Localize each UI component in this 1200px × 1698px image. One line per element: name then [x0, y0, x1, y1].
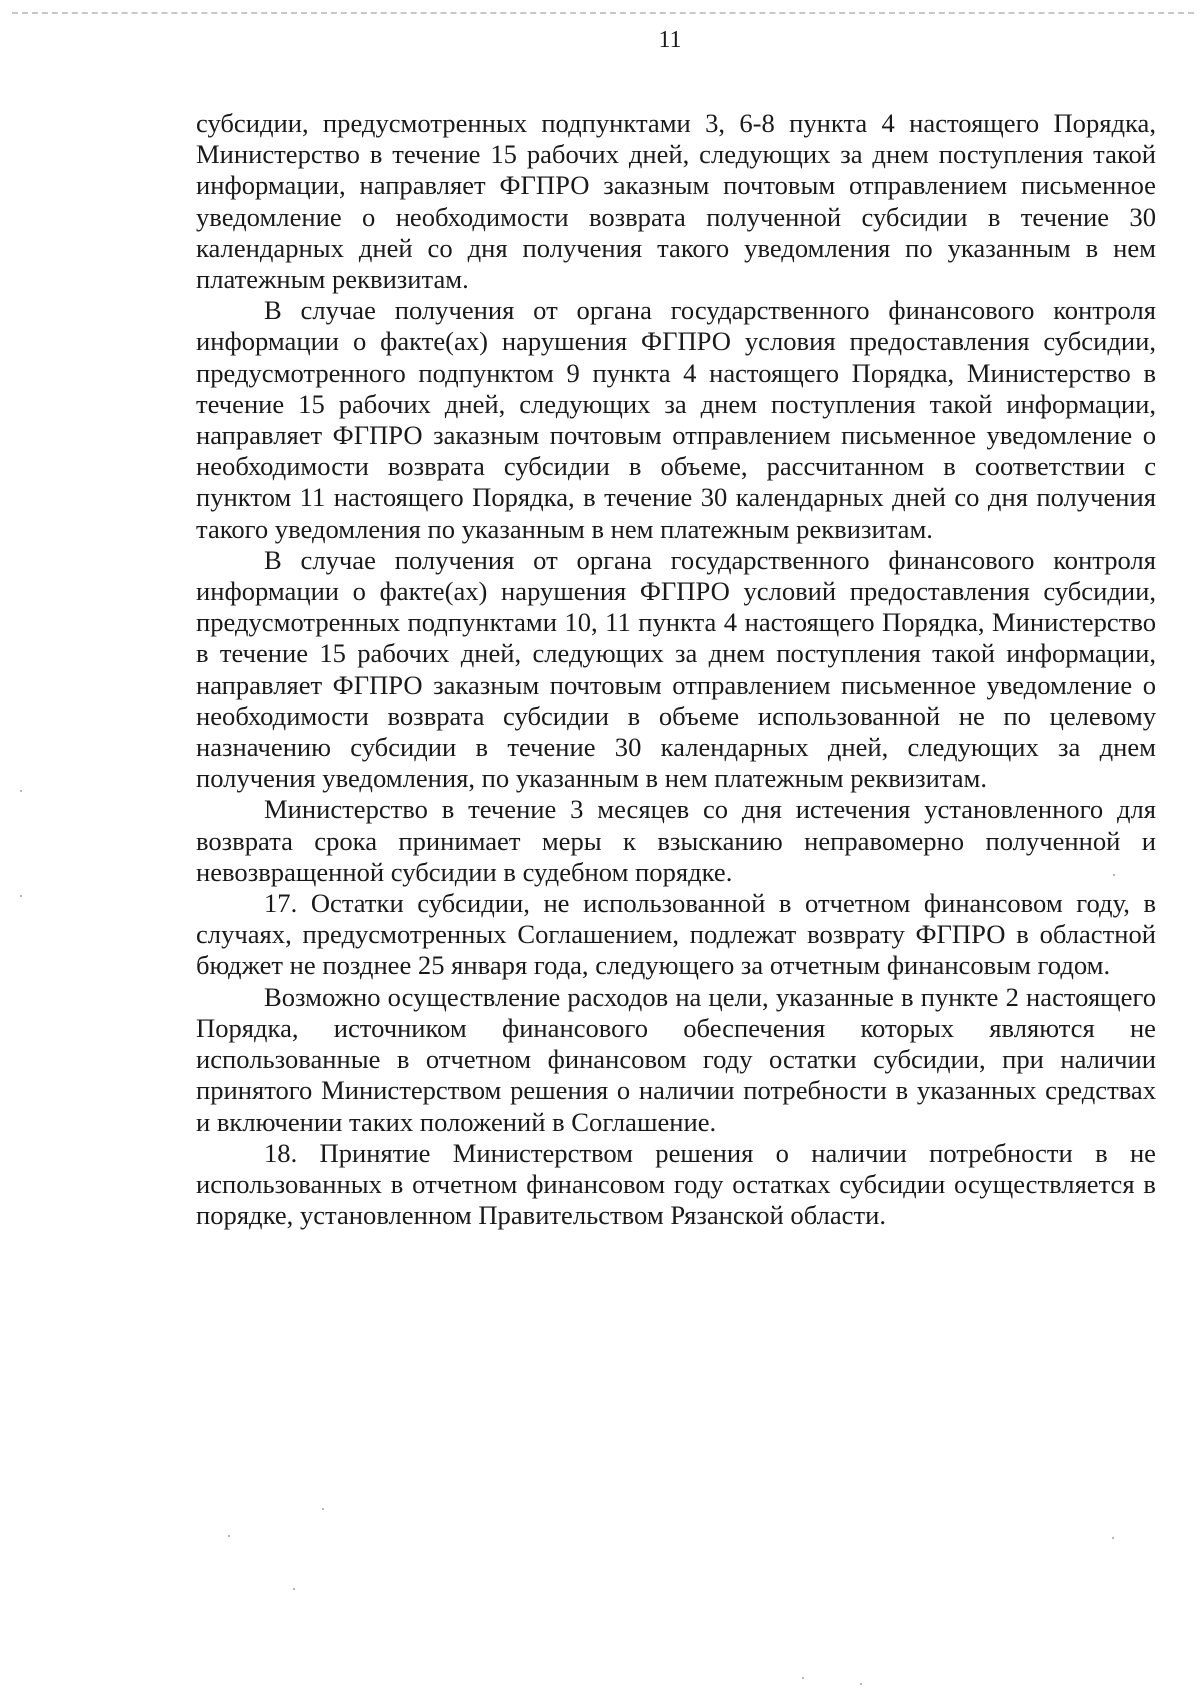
paragraph: В случае получения от органа государственного финансового контроля информации о факте(ах) нарушения ФГПРО условий предоставления субсидии, предусмотренных подпунктами 10, 11 пункта 4 настоящего Порядка, Министерство в течение 15 рабочих дней, следующих за днем поступления такой информации, направляет ФГПРО заказным почтовым отправлением письменное уведомление о необходимости возврата субсидии в объеме использованной не по целевому назначению субсидии в течение 30 календарных дней, следующих за днем получения уведомления, по указанным в нем платежным реквизитам.	[196, 544, 1156, 794]
scan-speck	[322, 1508, 324, 1510]
scan-speck	[802, 1677, 804, 1679]
scan-speck	[1112, 1537, 1114, 1539]
paragraph: В случае получения от органа государственного финансового контроля информации о факте(ах) нарушения ФГПРО условия предоставления субсидии, предусмотренного подпунктом 9 пункта 4 настоящего Порядка, Министерство в течение 15 рабочих дней, следующих за днем поступления такой информации, направляет ФГПРО заказным почтовым отправлением письменное уведомление о необходимости возврата субсидии в объеме, рассчитанном в соответствии с пунктом 11 настоящего Порядка, в течение 30 календарных дней со дня получения такого уведомления по указанным в нем платежным реквизитам.	[196, 295, 1156, 544]
scan-speck	[20, 895, 22, 897]
scan-speck	[20, 790, 22, 792]
paragraph-item-18: 18. Принятие Министерством решения о наличии потребности в не использованных в отчетном финансовом году остатках субсидии осуществляется в порядке, установленном Правительством Рязанской области.	[196, 1137, 1156, 1231]
scan-speck	[228, 1535, 230, 1537]
scan-speck	[293, 1588, 295, 1590]
paragraph-continuation: субсидии, предусмотренных подпунктами 3, 6-8 пункта 4 настоящего Порядка, Министерство в течение 15 рабочих дней, следующих за днем поступления такой информации, направляет ФГПРО заказным почтовым отправлением письменное уведомление о необходимости возврата полученной субсидии в течение 30 календарных дней со дня получения такого уведомления по указанным в нем платежным реквизитам.	[196, 108, 1156, 295]
page-number: 11	[658, 27, 682, 53]
scan-speck	[1113, 874, 1115, 876]
paragraph-item-17: 17. Остатки субсидии, не использованной в отчетном финансовом году, в случаях, предусмотренных Соглашением, подлежат возврату ФГПРО в областной бюджет не позднее 25 января года, следующего за отчетным финансовым годом.	[196, 888, 1156, 981]
scan-speck	[860, 1683, 862, 1685]
document-body	[196, 108, 1156, 1231]
paragraph: Возможно осуществление расходов на цели, указанные в пункте 2 настоящего Порядка, источником финансового обеспечения которых являются не использованные в отчетном финансовом году остатки субсидии, при наличии принятого Министерством решения о наличии потребности в указанных средствах и включении таких положений в Соглашение.	[196, 981, 1156, 1137]
scan-top-edge	[12, 12, 1194, 14]
paragraph: Министерство в течение 3 месяцев со дня истечения установленного для возврата срока принимает меры к взысканию неправомерно полученной и невозвращенной субсидии в судебном порядке.	[196, 794, 1156, 887]
